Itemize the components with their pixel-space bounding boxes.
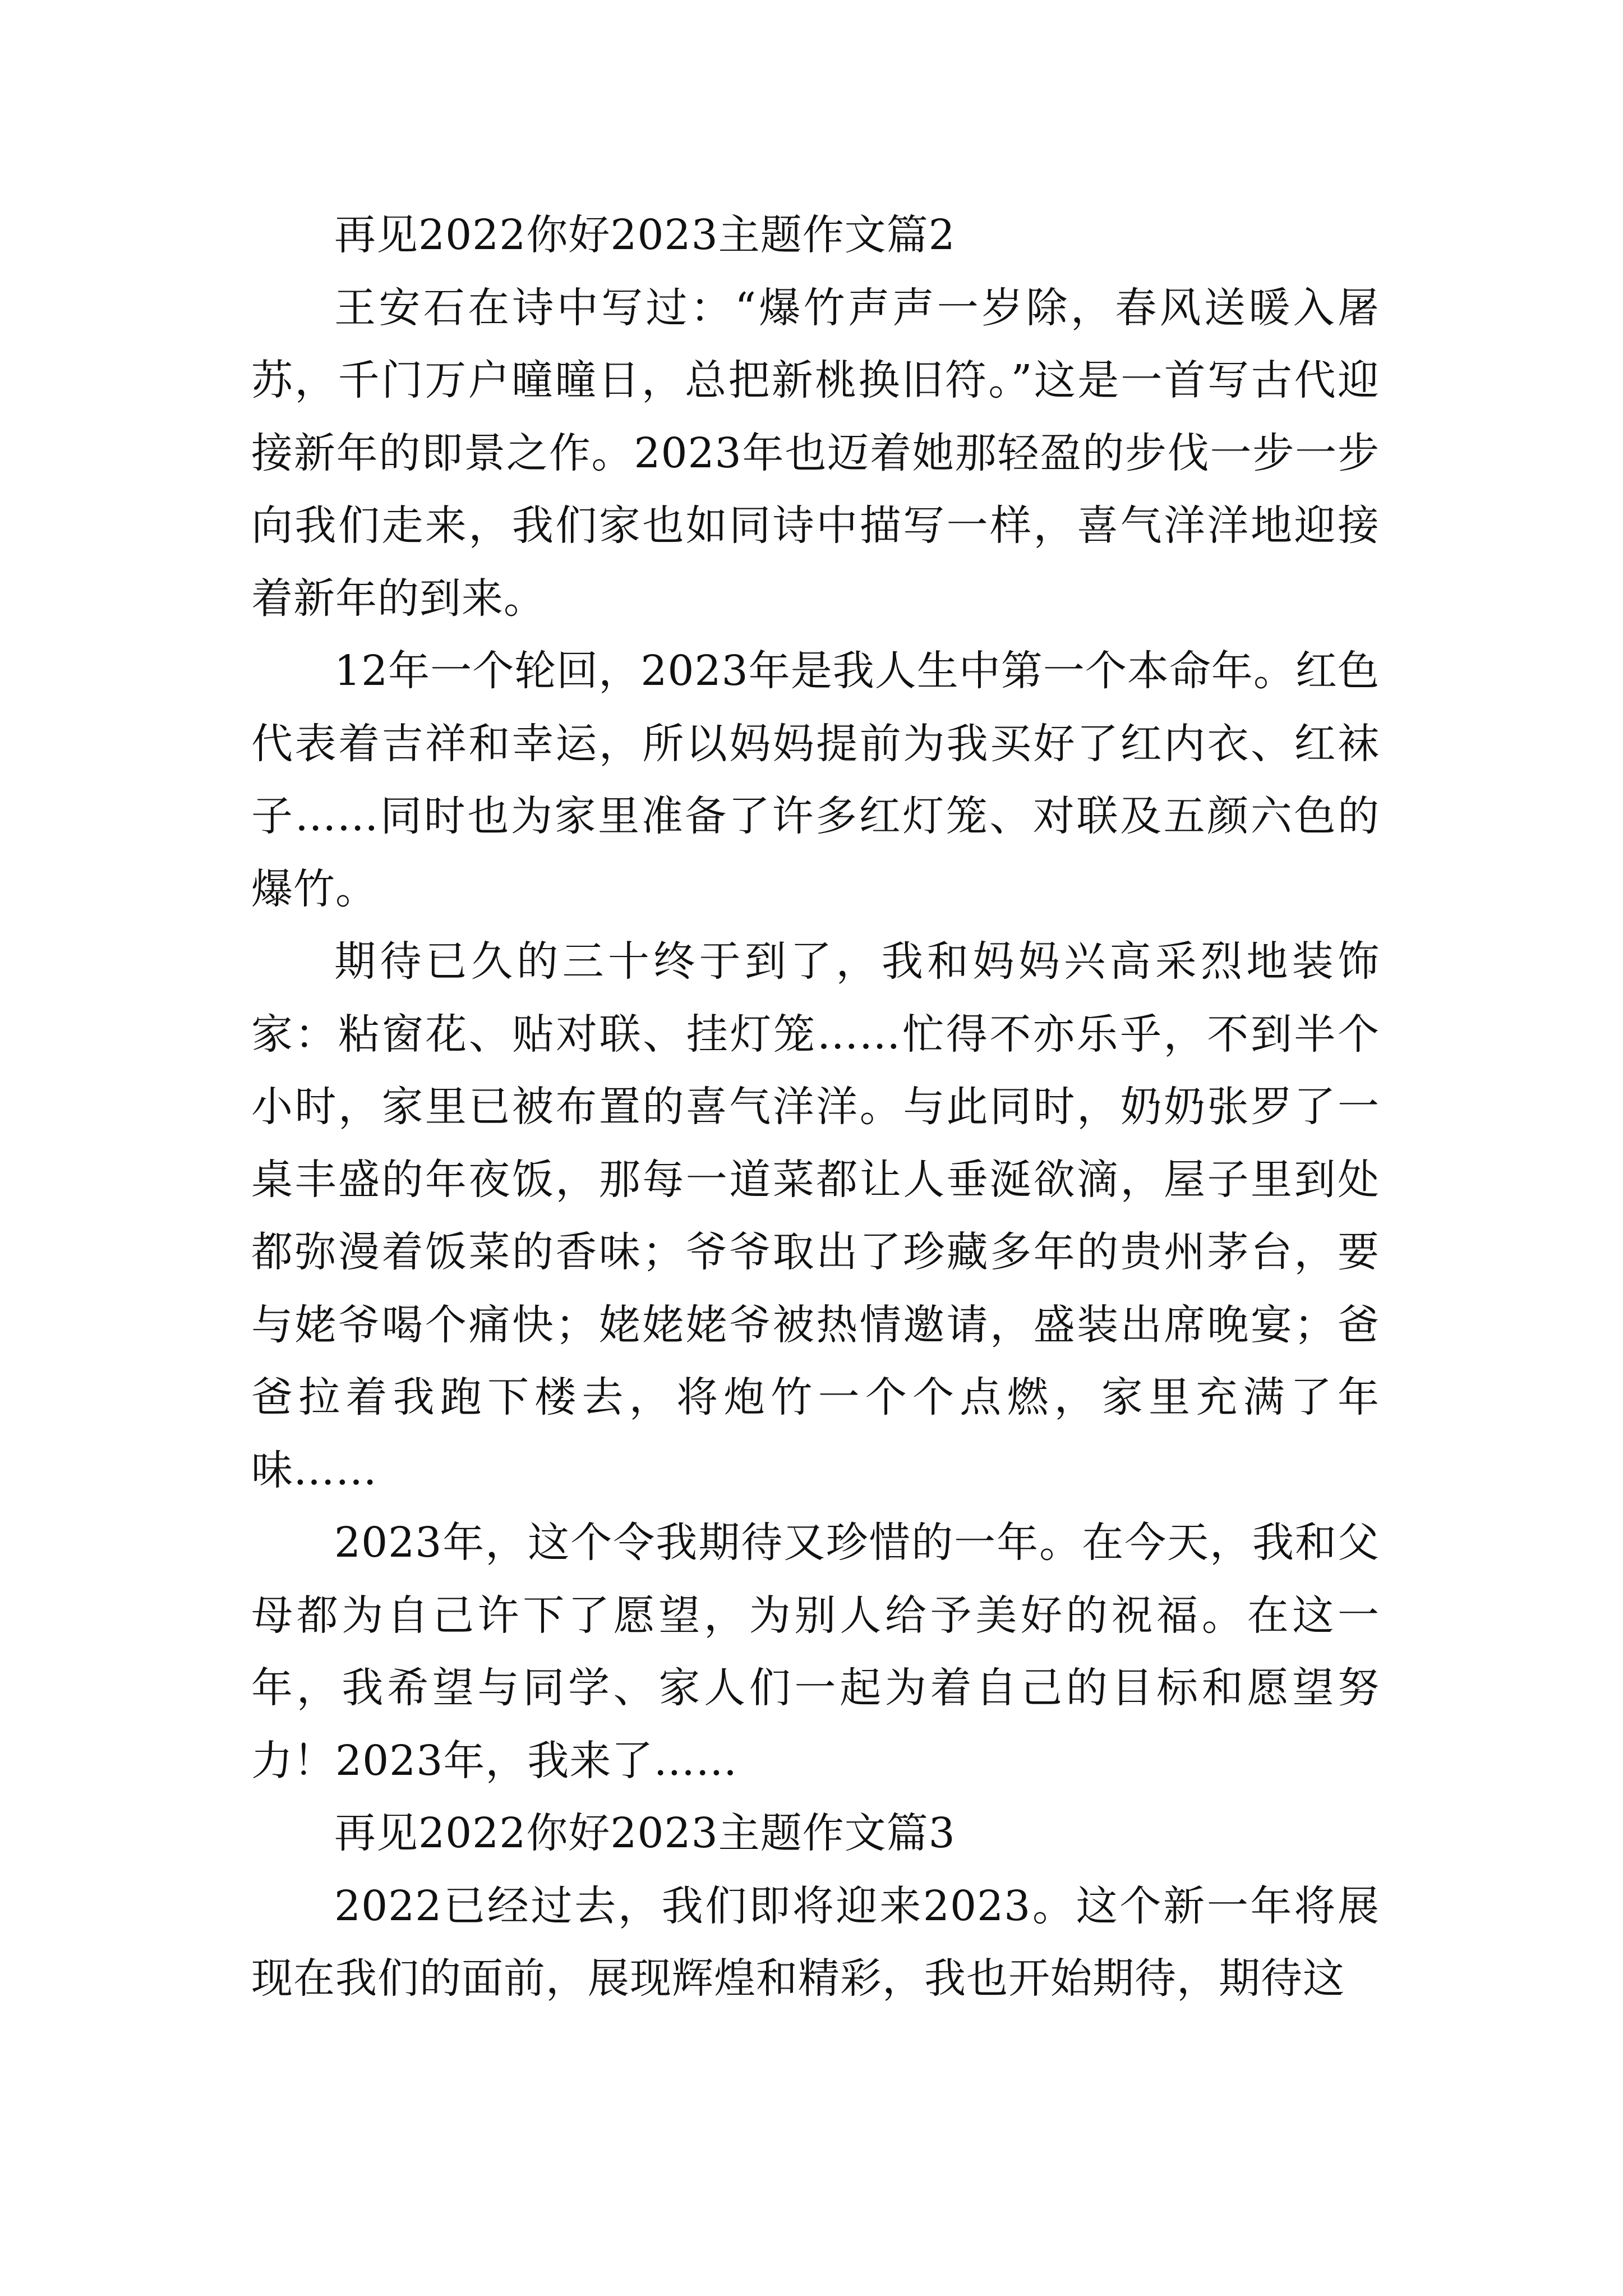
paragraph: 12年一个轮回，2023年是我人生中第一个本命年。红色代表着吉祥和幸运，所以妈妈提前为我买好了红内衣、红袜子……同时也为家里准备了许多红灯笼、对联及五颜六色的爆竹。 bbox=[251, 647, 1380, 913]
paragraph: 王安石在诗中写过：“爆竹声声一岁除，春风送暖入屠苏，千门万户曈曈日，总把新桃换旧符。”这是一首写古代迎接新年的即景之作。2023年也迈着她那轻盈的步伐一步一步向我们走来，我们家也如同诗中描写一样，喜气洋洋地迎接着新年的到来。 bbox=[251, 283, 1380, 623]
paragraph: 2022已经过去，我们即将迎来2023。这个新一年将展现在我们的面前，展现辉煌和精彩，我也开始期待，期待这 bbox=[251, 1881, 1380, 2003]
paragraph: 期待已久的三十终于到了，我和妈妈兴高采烈地装饰家：粘窗花、贴对联、挂灯笼……忙得不亦乐乎，不到半个小时，家里已被布置的喜气洋洋。与此同时，奶奶张罗了一桌丰盛的年夜饭，那每一道菜都让人垂涎欲滴，屋子里到处都弥漫着饭菜的香味；爷爷取出了珍藏多年的贵州茅台，要与姥爷喝个痛快；姥姥姥爷被热情邀请，盛装出席晚宴；爸爸拉着我跑下楼去，将炮竹一个个点燃，家里充满了年味…… bbox=[251, 937, 1380, 1494]
paragraph: 2023年，这个令我期待又珍惜的一年。在今天，我和父母都为自己许下了愿望，为别人给予美好的祝福。在这一年，我希望与同学、家人们一起为着自己的目标和愿望努力！2023年，我来了…… bbox=[251, 1519, 1380, 1785]
section-heading-3: 再见2022你好2023主题作文篇3 bbox=[334, 1809, 956, 1857]
document-body bbox=[251, 199, 1380, 2016]
section-heading-2: 再见2022你好2023主题作文篇2 bbox=[334, 211, 956, 259]
